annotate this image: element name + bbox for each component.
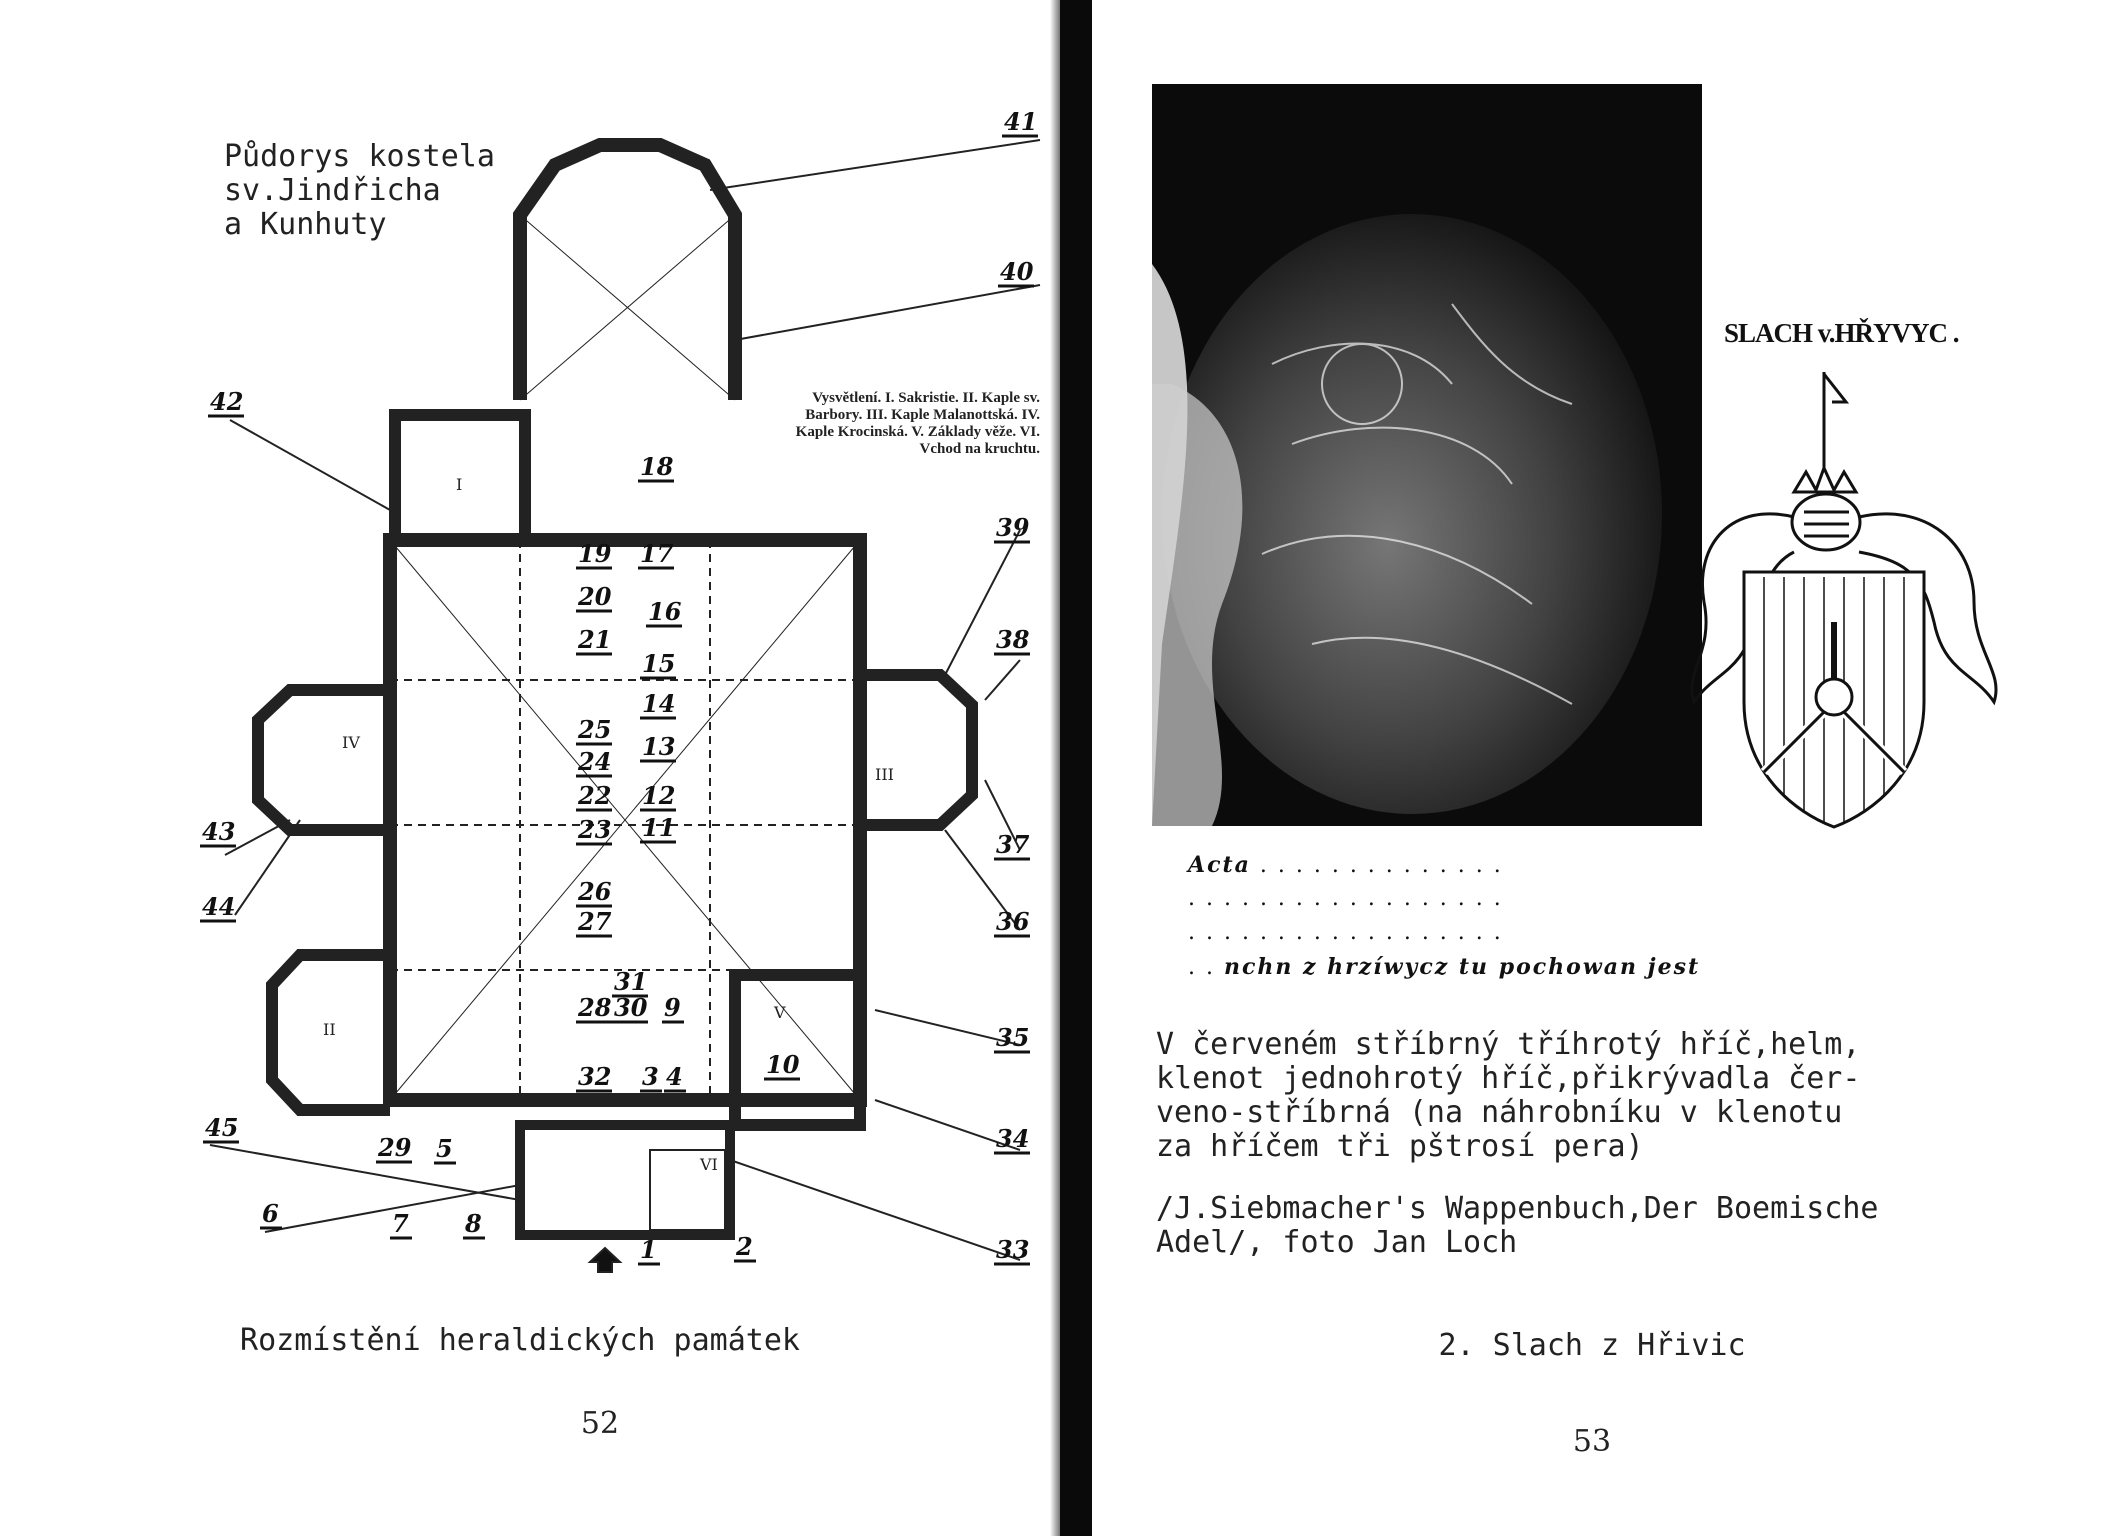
callout-number: 25 xyxy=(578,715,612,744)
callout-number: 37 xyxy=(996,830,1030,859)
callout-number: 11 xyxy=(642,813,676,842)
callout-number: 34 xyxy=(996,1124,1030,1153)
left-page-number: 52 xyxy=(580,1406,620,1441)
callout-number: 5 xyxy=(436,1134,453,1163)
callout-number: 32 xyxy=(578,1062,612,1091)
inscription-last-line: nchn z hrzíwycz tu pochowan jest xyxy=(1223,954,1701,980)
callout-number: 31 xyxy=(614,967,648,996)
book-spine xyxy=(1060,0,1092,1536)
room-label: II xyxy=(323,1020,336,1039)
callout-number: 30 xyxy=(614,993,648,1022)
coat-of-arms-slach xyxy=(1674,372,2034,832)
callout-number: 20 xyxy=(578,582,612,611)
callout-number: 1 xyxy=(640,1235,657,1264)
callout-number: 16 xyxy=(648,597,682,626)
callout-number: 8 xyxy=(465,1209,482,1238)
callout-number: 2 xyxy=(736,1232,753,1261)
callout-number: 10 xyxy=(766,1050,800,1079)
legend-text: I. Sakristie. II. Kaple sv. Barbory. III. Kaple Malanottská. IV. Kaple Krocinská. V. Základy věže. VI. Vchod na kruchtu. xyxy=(795,390,1040,457)
arms-description: V červeném stříbrný tříhrotý hříč,helm, klenot jednohrotý hříč,přikrývadla čer- veno-stříbrná (na náhrobníku v klenotu za hříčem tři pštrosí pera) xyxy=(1156,1027,1861,1164)
callout-number: 6 xyxy=(262,1199,279,1228)
callout-number: 23 xyxy=(578,815,612,844)
right-page-number: 53 xyxy=(1572,1424,1612,1459)
tombstone-photo xyxy=(1152,84,1702,826)
callout-number: 14 xyxy=(642,689,676,718)
callout-number: 29 xyxy=(378,1133,412,1162)
callout-number: 44 xyxy=(202,892,236,921)
callout-number: 43 xyxy=(202,817,236,846)
plan-title: Půdorys kostela sv.Jindřicha a Kunhuty xyxy=(224,139,495,242)
right-page-caption: 2. Slach z Hřivic xyxy=(1438,1328,1746,1363)
source-note: /J.Siebmacher's Wappenbuch,Der Boemische Adel/, foto Jan Loch xyxy=(1156,1191,1879,1260)
callout-number: 15 xyxy=(642,649,676,678)
callout-number: 45 xyxy=(205,1113,239,1142)
room-label: III xyxy=(875,765,894,784)
inscription-first-word: Acta xyxy=(1188,852,1251,878)
legend-lead: Vysvětlení. xyxy=(812,390,882,406)
callout-number: 21 xyxy=(578,625,612,654)
callout-number: 22 xyxy=(578,781,612,810)
callout-number: 39 xyxy=(996,513,1030,542)
callout-number: 13 xyxy=(642,732,676,761)
callout-number: 19 xyxy=(578,539,612,568)
callout-number: 9 xyxy=(664,993,681,1022)
room-label: IV xyxy=(342,733,360,752)
callout-number: 41 xyxy=(1004,107,1038,136)
callout-number: 3 xyxy=(642,1062,659,1091)
callout-number: 17 xyxy=(640,539,674,568)
room-label: VI xyxy=(700,1155,718,1174)
room-label: I xyxy=(456,475,463,494)
callout-number: 35 xyxy=(996,1023,1030,1052)
left-page-caption: Rozmístění heraldických památek xyxy=(240,1323,800,1358)
callout-number: 33 xyxy=(996,1235,1030,1264)
callout-number: 27 xyxy=(578,907,612,936)
callout-number: 12 xyxy=(642,781,676,810)
callout-number: 18 xyxy=(640,452,674,481)
callout-number: 36 xyxy=(996,907,1030,936)
tomb-inscription: Acta . . . . . . . . . . . . . . . . . . . . . . . . . . . . . . . . . . . . . . . . . . . . . . . . . . . . nchn z hrzíwycz tu pochowan jest xyxy=(1188,852,1701,980)
arms-label: SLACH v.HŘYVYC . xyxy=(1724,318,1959,348)
callout-number: 38 xyxy=(996,625,1030,654)
room-label: V xyxy=(774,1003,786,1022)
callout-number: 26 xyxy=(578,877,612,906)
callout-number: 4 xyxy=(666,1062,683,1091)
callout-number: 7 xyxy=(392,1209,409,1238)
callout-number: 40 xyxy=(1000,257,1034,286)
callout-number: 24 xyxy=(578,747,612,776)
callout-number: 42 xyxy=(210,387,244,416)
right-page xyxy=(1092,0,2112,1536)
plan-legend xyxy=(772,390,1040,458)
callout-number: 28 xyxy=(578,993,612,1022)
